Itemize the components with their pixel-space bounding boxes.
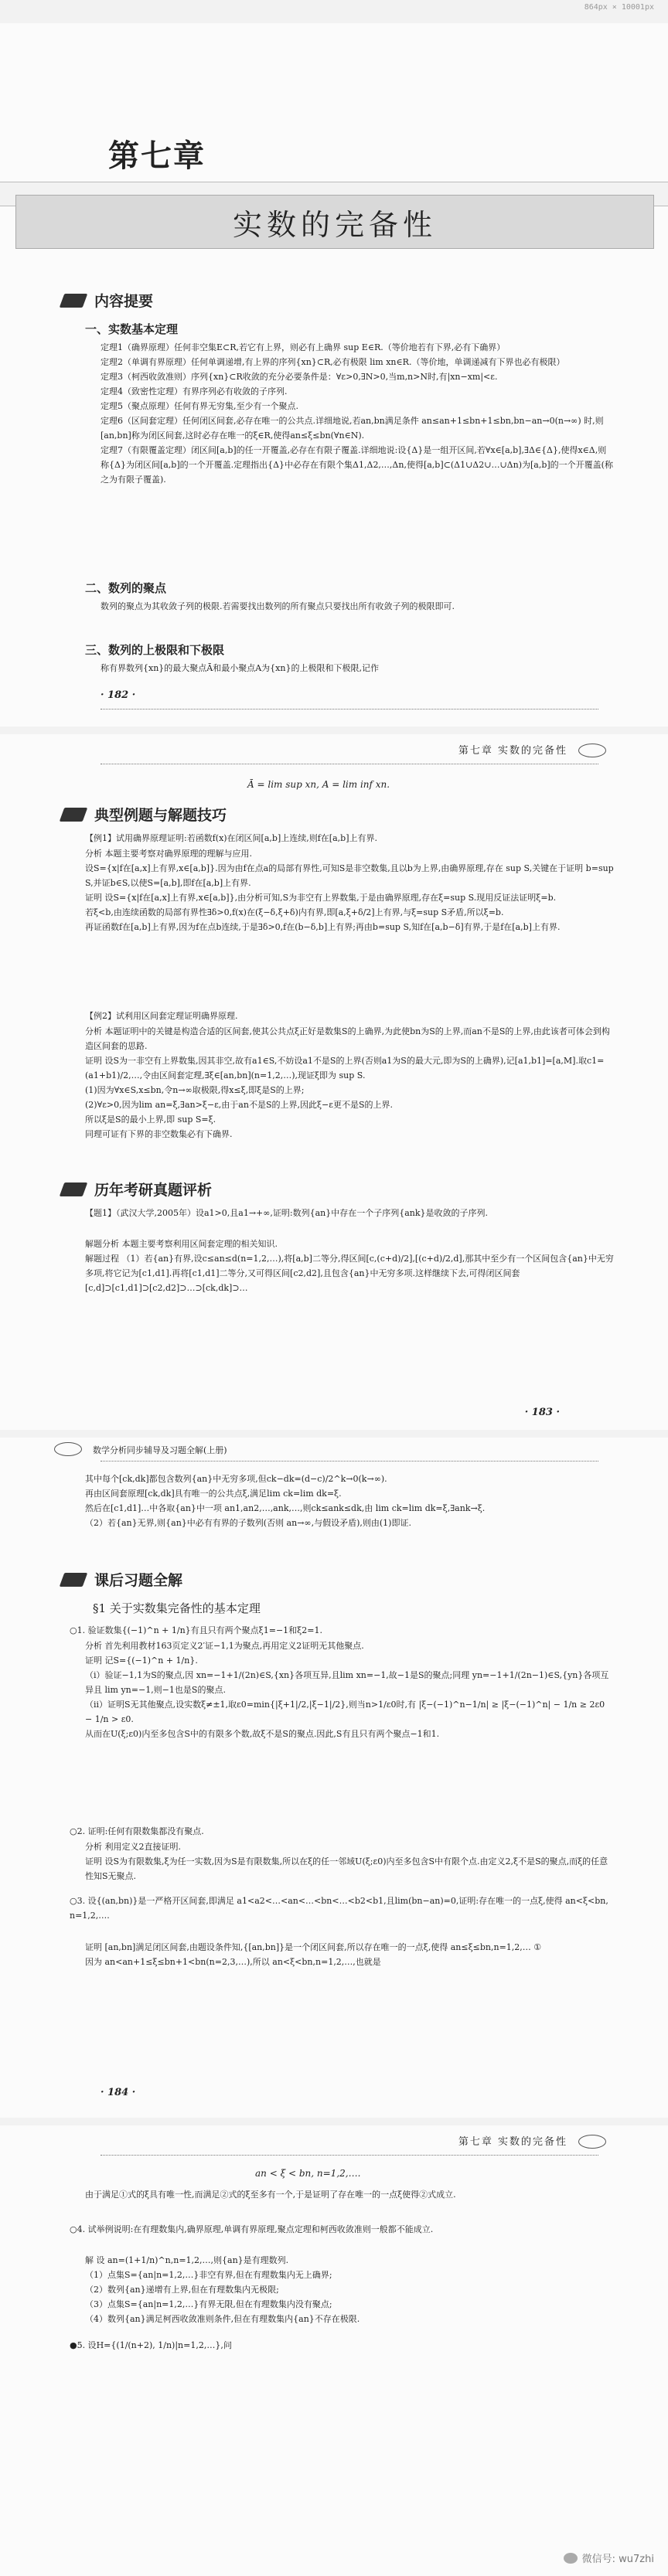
watermark — [564, 2550, 654, 2565]
overview-s3: 三、数列的上极限和下极限 — [85, 643, 225, 657]
exercises-heading-text: 课后习题全解 — [94, 1572, 183, 1589]
exercise-1-body: 分析 首先利用教材163页定义2′证−1,1为聚点,再用定义2证明无其他聚点. 证明 记S={(−1)^n + 1/n}. （i）验证−1,1为S的聚点,因 xn=−1+1/(2n)∈S,{xn}各项互异,且lim xn=−1,故−1是S的聚点;同理 yn=−1+1/(2n−1)∈S,{yn}各项互异且 lim yn=−1,则−1也是S的聚点. （ii）证明S无其他聚点,设实数ξ≠±1,取ε0=min{|ξ+1|/2,|ξ−1|/2},则当n>1/ε0时,有 |ξ−(−1)^n−1/n| ≥ |ξ−(−1)^n| − 1/n ≥ 2ε0 − 1/n > ε0. 从而在U(ξ;ε0)内至多包含S中的有限多个数,故ξ不是S的聚点.因此,S有且只有两个聚点−1和1. — [85, 1641, 609, 1739]
exercise-1: ○1. 验证数集{(−1)^n + 1/n}有且只有两个聚点ξ1=−1和ξ2=1. — [70, 1625, 322, 1635]
head-rule — [101, 1461, 598, 1462]
exercises-section: §1 关于实数集完备性的基本定理 — [93, 1601, 261, 1615]
size-note: 864px × 10001px — [584, 3, 654, 12]
page-183 — [0, 734, 668, 1430]
example-2: 【例2】试利用区间套定理证明确界原理. — [85, 1011, 238, 1021]
overview-heading-text: 内容提要 — [94, 293, 154, 310]
exam-heading — [62, 1179, 212, 1200]
overview-s2: 二、数列的聚点 — [85, 581, 167, 595]
guide-body: 其中每个[ck,dk]都包含数列{an}中无穷多项,但ck−dk=(d−c)/2^k→0(k→∞). 再由区间套原理[ck,dk]具有唯一的公共点ξ,满足lim ck=lim dk=ξ. 然后在[c1,d1]…中各取{an}中一项 an1,an2,…,ank,…,则ck≤ank≤dk,由 lim ck=lim dk=ξ,∃ank→ξ. （2）若{an}无界,则{an}中必有有界的子数列(否则 an→∞,与假设矛盾),则由(1)即证. — [85, 1474, 486, 1528]
exercises-heading — [62, 1569, 182, 1590]
limsup-formula: Ā = lim sup xn, A = lim inf xn. — [247, 779, 390, 790]
example-1: 【例1】试用确界原理证明:若函数f(x)在闭区间[a,b]上连续,则f在[a,b]上有界. — [85, 833, 377, 843]
exercise-3-body: 证明 [an,bn]满足闭区间套,由题设条件知,{[an,bn]}是一个闭区间套,所以存在唯一的一点ξ,使得 an≤ξ≤bn,n=1,2,… ① 因为 an<an+1≤ξ≤bn+1<bn(n=2,3,…),所以 an<ξ<bn,n=1,2,…,也就是 — [85, 1942, 542, 1967]
watermark-text: 微信号: wu7zhi — [581, 2554, 654, 2565]
chapter-title — [15, 195, 654, 249]
section-badge-icon — [60, 808, 88, 822]
running-head: 第七章 实数的完备性 — [458, 2136, 567, 2148]
section-badge-icon — [60, 1183, 88, 1196]
page-number-183: · 183 · — [524, 1407, 560, 1418]
page-rule — [101, 709, 598, 710]
overview-s3-text: 称有界数列{xn}的最大聚点Ā和最小聚点A为{xn}的上极限和下极限,记作 — [101, 663, 379, 673]
example-1-body: 分析 本题主要考察对确界原理的理解与应用. 设S={x|f在[a,x]上有界,x∈[a,b]}.因为由f在点a的局部有界性,可知S是非空数集,且以b为上界,由确界原理,存在 sup S,关键在于证明 b=sup S,并证b∈S,以使S=[a,b],即f在[a,b]上有界. 证明 设S={x|f在[a,x]上有界,x∈[a,b]},由分析可知,S为非空有上界数集,于是由确界原理,存在ξ=sup S.现用反证法证明ξ=b. 若ξ<b,由连续函数的局部有界性∃δ>0,f(x)在(ξ−δ,ξ+δ)内有界,即[a,ξ+δ/2]上有界,与ξ=sup S矛盾,所以ξ=b. 再证函数f在[a,b]上有界,因为f在点b连续,于是∃δ>0,f在(b−δ,b]上有界;再由b=sup S,知f在[a,b−δ]有界,于是f在[a,b]上有界. — [85, 849, 614, 932]
exercise-3-tail: 由于满足①式的ξ具有唯一性,而满足②式的ξ至多有一个,于是证明了存在唯一的一点ξ使得②式成立. — [85, 2190, 456, 2200]
exercise-2-body: 分析 利用定义2直接证明. 证明 设S为有限数集,ξ为任一实数,因为S是有限数集,所以在ξ的任一邻域U(ξ;ε0)内至多包含S中有限个点.由定义2,ξ不是S的聚点,而ξ的任意性知S无聚点. — [85, 1842, 608, 1881]
overview-s2-text: 数列的聚点为其收敛子列的极限.若需要找出数列的所有聚点只要找出所有收敛子列的极限即可. — [101, 601, 455, 611]
overview-s1-text: 定理1（确界原理）任何非空集E⊂R,若它有上界，则必有上确界 sup E∈R.（等价地若有下界,必有下确界） 定理2（单调有界原理）任何单调递增,有上界的序列{xn}⊂R,必有极限 lim xn∈R.（等价地，单调递减有下界也必有极限） 定理3（柯西收敛准则）序列{xn}⊂R收敛的充分必要条件是：∀ε>0,∃N>0,当m,n>N时,有|xn−xm|<ε. 定理4（致密性定理）有界序列必有收敛的子序列. 定理5（聚点原理）任何有界无穷集,至少有一个聚点. 定理6（区间套定理）任何闭区间套,必存在唯一的公共点.详细地说,若an,bn满足条件 an≤an+1≤bn+1≤bn,bn−an→0(n→∞) 时,则[an,bn]称为闭区间套,这时必存在唯一的ξ∈R,使得an≤ξ≤bn(∀n∈N). 定理7（有限覆盖定理）闭区间[a,b]的任一开覆盖,必存在有限子覆盖.详细地说:设{Δ}是一组开区间,若∀x∈[a,b],∃Δ∈{Δ},使得x∈Δ,则称{Δ}为闭区间[a,b]的一个开覆盖.定理指出{Δ}中必存在有限个集Δ1,Δ2,…,Δn,使得[a,b]⊂(Δ1∪Δ2∪…∪Δn)为[a,b]的一个开覆盖(称之为有限子覆盖). — [101, 342, 613, 485]
chapter-number: 第七章 — [108, 138, 206, 174]
page-number-184: · 184 · — [101, 2087, 136, 2098]
page-number-182: · 182 · — [101, 689, 136, 701]
page-185 — [0, 2125, 668, 2576]
exam-question-1-body: 解题分析 本题主要考察利用区间套定理的相关知识. 解题过程 （1）若{an}有界,设c≤an≤d(n=1,2,…),将[a,b]二等分,得区间[c,(c+d)/2],[(c+d)/2,d],那其中至少有一个区间包含{an}中无穷多项,将它记为[c1,d1].再将[c1,d1]二等分,又可得区间[c2,d2],且包含{an}中无穷多项.这样继续下去,可得闭区间套[c,d]⊃[c1,d1]⊃[c2,d2]⊃…⊃[ck,dk]⊃… — [85, 1239, 614, 1293]
running-head: 第七章 实数的完备性 — [458, 745, 567, 757]
exam-question-1: 【题1】（武汉大学,2005年）设a1>0,且a1→+∞,证明:数列{an}中存在一个子序列{ank}是收敛的子序列. — [85, 1208, 489, 1218]
chapter-ornament-icon — [578, 744, 606, 757]
book-running-head: 数学分析同步辅导及习题全解(上册) — [93, 1445, 227, 1455]
exercise-2: ○2. 证明:任何有限数集都没有聚点. — [70, 1826, 204, 1836]
page-182 — [0, 23, 668, 727]
interval-formula: an < ξ < bn, n=1,2,…. — [255, 2168, 361, 2179]
section-badge-icon — [60, 294, 88, 308]
overview-heading — [62, 290, 153, 311]
exercise-5: ●5. 设H={(1/(n+2), 1/n)|n=1,2,…},问 — [70, 2340, 232, 2350]
book-ornament-icon — [54, 1442, 82, 1456]
examples-heading — [62, 804, 227, 825]
head-rule — [101, 2155, 598, 2156]
overview-s1: 一、实数基本定理 — [85, 322, 179, 336]
example-2-body: 分析 本题证明中的关键是构造合适的区间套,使其公共点ξ正好是数集S的上确界,为此使bn为S的上界,而an不是S的上界,由此该者可体会到构造区间套的思路. 证明 设S为一非空有上界数集,因其非空,故有a1∈S,不妨设a1不是S的上界(否则a1为S的最大元,即为S的上确界),记[a1,b1]=[a,M].取c1=(a1+b1)/2,…,令由区间套定理,∃ξ∈[an,bn](n=1,2,…),现证ξ即为 sup S. (1)因为∀x∈S,x≤bn,令n→∞取极限,得x≤ξ,即ξ是S的上界; (2)∀ε>0,因为lim an=ξ,∃an>ξ−ε,由于an不是S的上界,因此ξ−ε更不是S的上界. 所以ξ是S的最小上界,即 sup S=ξ. 同理可证有下界的非空数集必有下确界. — [85, 1026, 610, 1139]
exam-heading-text: 历年考研真题评析 — [94, 1182, 213, 1199]
exercise-3: ○3. 设{(an,bn)}是一严格开区间套,即满足 a1<a2<…<an<…<bn<…<b2<b1,且lim(bn−an)=0,证明:存在唯一的一点ξ,使得 an<ξ<bn, n=1,2,…. — [70, 1896, 608, 1921]
wechat-icon — [564, 2553, 578, 2564]
examples-heading-text: 典型例题与解题技巧 — [94, 807, 227, 824]
exercise-4: ○4. 试举例说明:在有理数集内,确界原理,单调有界原理,聚点定理和柯西收敛准则一般都不能成立. — [70, 2224, 434, 2234]
page-184 — [0, 1438, 668, 2118]
exercise-4-body: 解 设 an=(1+1/n)^n,n=1,2,…,则{an}是有理数列. （1）点集S={an|n=1,2,…}非空有界,但在有理数集内无上确界; （2）数列{an}递增有上界,但在有理数集内无极限; （3）点集S={an|n=1,2,…}有界无限,但在有理数集内没有聚点; （4）数列{an}满足柯西收敛准则条件,但在有理数集内{an}不存在极限. — [85, 2255, 360, 2324]
section-badge-icon — [60, 1573, 88, 1587]
chapter-ornament-icon — [578, 2135, 606, 2149]
chapter-title-text: 实数的完备性 — [232, 207, 437, 242]
